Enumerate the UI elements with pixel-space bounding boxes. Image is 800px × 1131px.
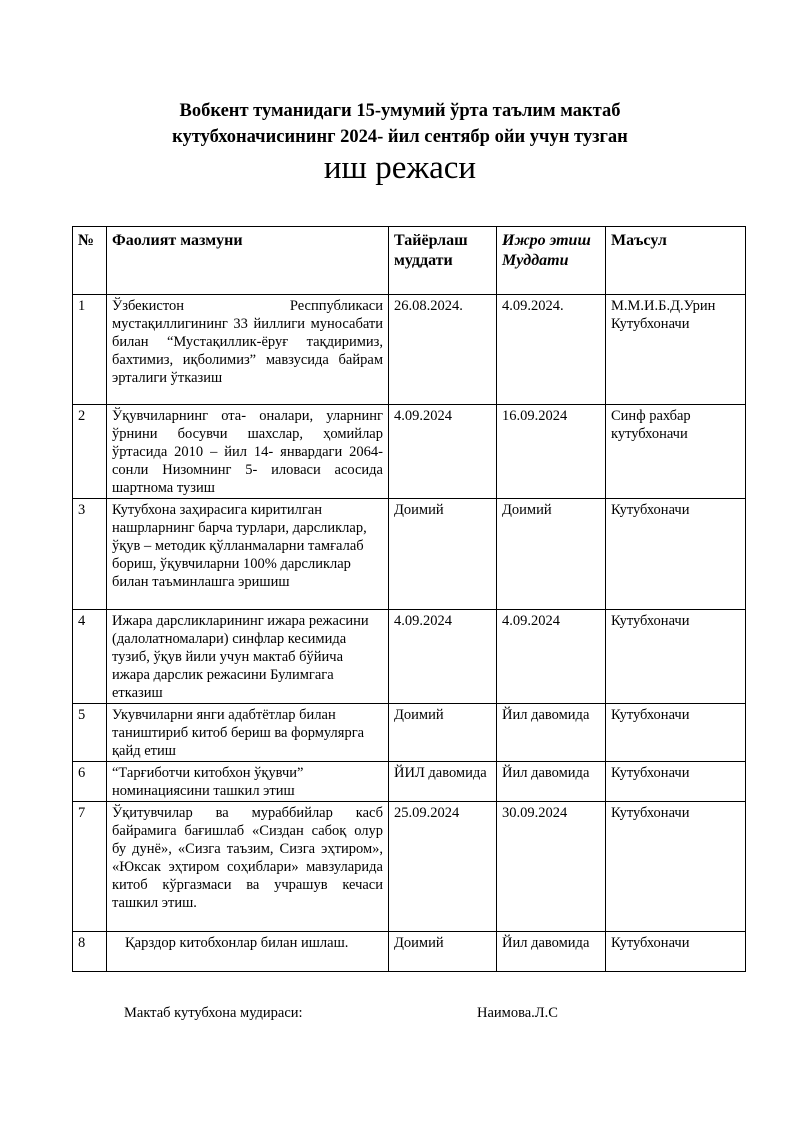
row-activity: Укувчиларни янги адабтётлар билан таништириб китоб бериш ва формулярга қайд етиш bbox=[107, 704, 389, 762]
row-number: 2 bbox=[73, 405, 107, 499]
header-number: № bbox=[73, 227, 107, 295]
table-row bbox=[73, 704, 746, 762]
row-responsible: Кутубхоначи bbox=[606, 499, 746, 610]
row-preparation-date: 4.09.2024 bbox=[389, 405, 497, 499]
document-heading bbox=[0, 98, 800, 150]
row-preparation-date: 4.09.2024 bbox=[389, 610, 497, 704]
header-preparation-deadline: Тайёрлаш муддати bbox=[389, 227, 497, 295]
row-preparation-date: Доимий bbox=[389, 499, 497, 610]
header-responsible: Маъсул bbox=[606, 227, 746, 295]
row-activity: Ўқитувчилар ва мураббийлар касб байрамига бағишлаб «Сиздан сабоқ олур бу дунё», «Сизга таъзим, Сизга эҳтиром», «Юксак эҳтиром соҳиблари» мавзуларида китоб кўргазмаси ва учрашув кечаси ташкил этиш. bbox=[107, 802, 389, 932]
table-row bbox=[73, 295, 746, 405]
row-number: 8 bbox=[73, 932, 107, 972]
row-execution-date: Йил давомида bbox=[497, 762, 606, 802]
row-responsible: М.М.И.Б.Д.Урин Кутубхоначи bbox=[606, 295, 746, 405]
row-responsible: Кутубхоначи bbox=[606, 932, 746, 972]
table-row bbox=[73, 405, 746, 499]
signature-position: Мактаб кутубхона мудираси: bbox=[124, 1005, 303, 1021]
row-execution-date: Йил давомида bbox=[497, 932, 606, 972]
row-preparation-date: Доимий bbox=[389, 932, 497, 972]
row-execution-date: 16.09.2024 bbox=[497, 405, 606, 499]
header-activity-content: Фаолият мазмуни bbox=[107, 227, 389, 295]
row-number: 7 bbox=[73, 802, 107, 932]
row-number: 5 bbox=[73, 704, 107, 762]
row-responsible: Кутубхоначи bbox=[606, 610, 746, 704]
row-responsible: Кутубхоначи bbox=[606, 762, 746, 802]
row-responsible: Синф рахбар кутубхоначи bbox=[606, 405, 746, 499]
row-responsible: Кутубхоначи bbox=[606, 704, 746, 762]
row-activity: “Тарғиботчи китобхон ўқувчи” номинациясини ташкил этиш bbox=[107, 762, 389, 802]
row-responsible: Кутубхоначи bbox=[606, 802, 746, 932]
row-preparation-date: Доимий bbox=[389, 704, 497, 762]
table-row bbox=[73, 499, 746, 610]
header-execution-deadline: Ижро этиш Муддати bbox=[497, 227, 606, 295]
table-row bbox=[73, 932, 746, 972]
signature-name: Наимова.Л.С bbox=[477, 1005, 558, 1021]
row-preparation-date: 25.09.2024 bbox=[389, 802, 497, 932]
row-execution-date: 30.09.2024 bbox=[497, 802, 606, 932]
row-execution-date: Доимий bbox=[497, 499, 606, 610]
row-execution-date: 4.09.2024. bbox=[497, 295, 606, 405]
row-execution-date: Йил давомида bbox=[497, 704, 606, 762]
work-plan-table bbox=[72, 226, 746, 972]
row-activity: Ўқувчиларнинг ота- оналари, уларнинг ўрнини босувчи шахслар, ҳомийлар ўртасида 2010 – йил 14- январдаги 2064-сонли Низомнинг 5- иловаси асосида шартнома тузиш bbox=[107, 405, 389, 499]
heading-line-1: Вобкент туманидаги 15-умумий ўрта таълим мактаб bbox=[179, 101, 621, 121]
row-activity: Кутубхона заҳирасига киритилган нашрларнинг барча турлари, дарсликлар, ўқув – методик қўлланмаларни тамғалаб бориш, ўқувчиларни 100% дарсликлар билан таъминлашга эришиш bbox=[107, 499, 389, 610]
row-number: 3 bbox=[73, 499, 107, 610]
row-number: 6 bbox=[73, 762, 107, 802]
row-activity: Ижара дарсликларининг ижара режасини (далолатномалари) синфлар кесимида тузиб, ўқув йили учун мактаб бўйича ижара дарслик режасини Булимгага етказиш bbox=[107, 610, 389, 704]
row-execution-date: 4.09.2024 bbox=[497, 610, 606, 704]
heading-line-2: кутубхоначисининг 2024- йил сентябр ойи учун тузган bbox=[172, 127, 628, 147]
table-row bbox=[73, 610, 746, 704]
row-preparation-date: ЙИЛ давомида bbox=[389, 762, 497, 802]
table-row bbox=[73, 762, 746, 802]
row-number: 1 bbox=[73, 295, 107, 405]
table-header-row bbox=[73, 227, 746, 295]
table-row bbox=[73, 802, 746, 932]
row-activity: Қарздор китобхонлар билан ишлаш. bbox=[107, 932, 389, 972]
row-number: 4 bbox=[73, 610, 107, 704]
document-subheading: иш режаси bbox=[323, 150, 477, 186]
row-preparation-date: 26.08.2024. bbox=[389, 295, 497, 405]
row-activity: Ўзбекистон Респпубликаси мустақиллигининг 33 йиллиги муносабати билан “Мустақиллик-ёруғ тақдиримиз, бахтимиз, иқболимиз” мавзусида байрам эрталиги ўтказиш bbox=[107, 295, 389, 405]
